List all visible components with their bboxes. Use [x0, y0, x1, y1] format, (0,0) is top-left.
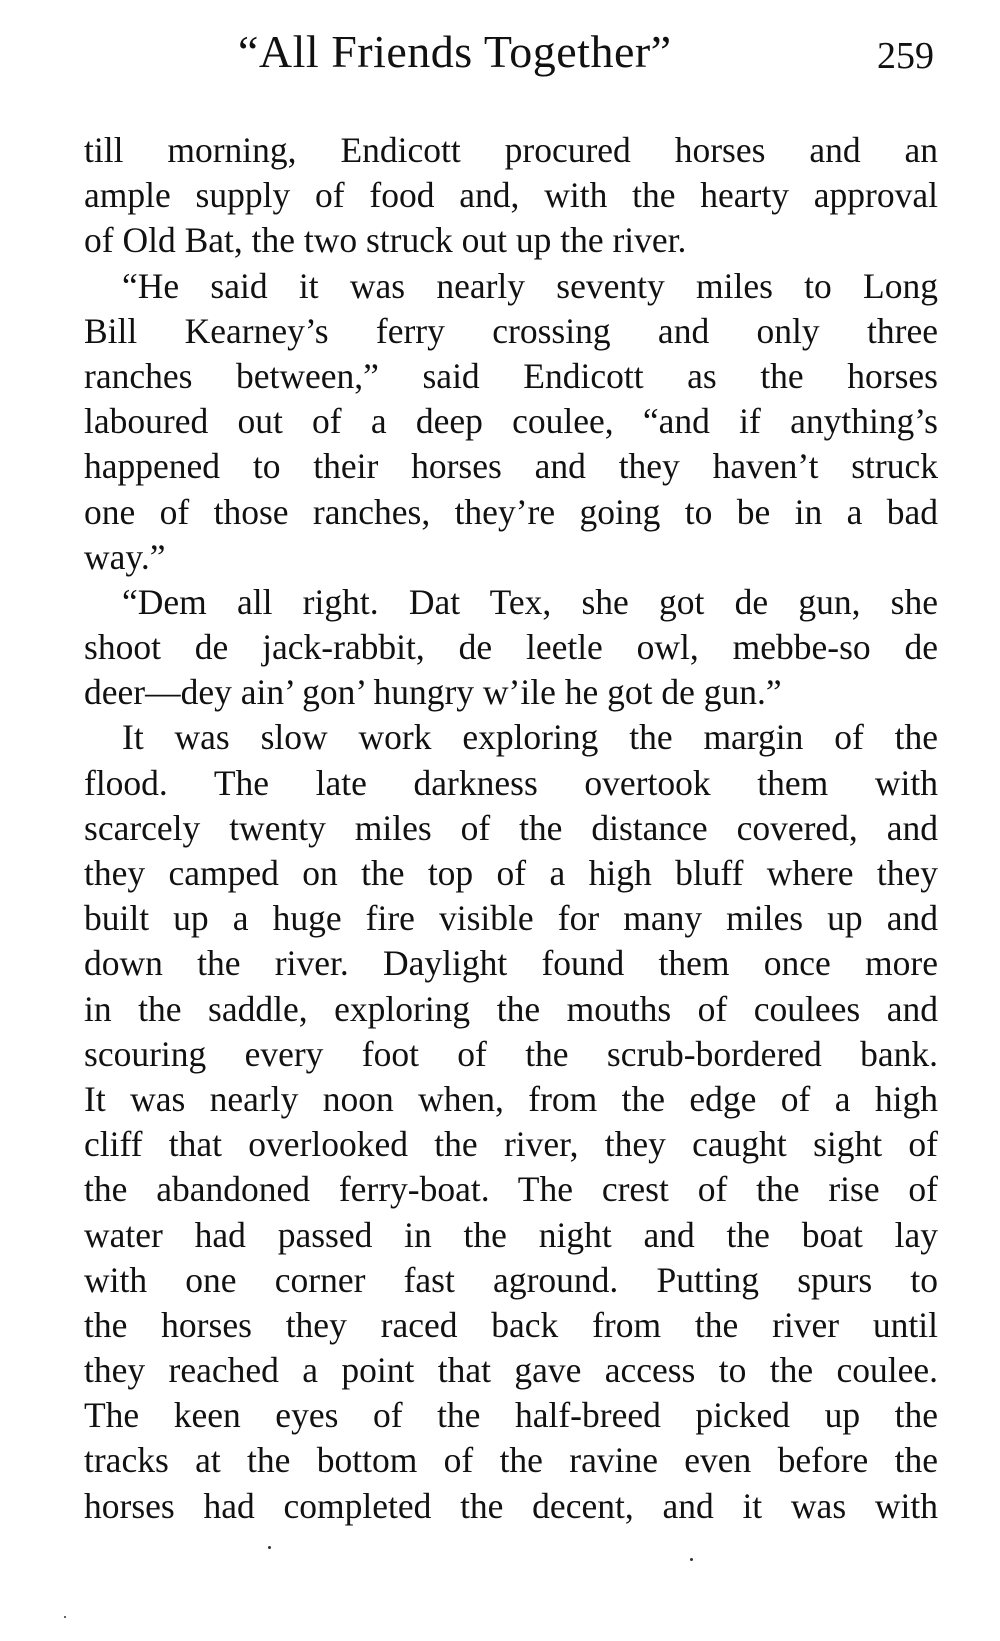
text-line: till morning, Endicott procured horses and an: [84, 130, 938, 170]
text-line: way.”: [84, 536, 166, 577]
text-line: “Dem all right. Dat Tex, she got de gun, she: [122, 581, 938, 622]
page-number: 259: [877, 35, 934, 77]
text-line: with one corner fast aground. Putting spurs to: [84, 1259, 938, 1300]
text-line: built up a huge fire visible for many miles up and: [84, 898, 938, 939]
text-line: It was nearly noon when, from the edge of a high: [84, 1078, 938, 1119]
text-line: the horses they raced back from the river until: [84, 1304, 938, 1345]
text-line: cliff that overlooked the river, they caught sight of: [84, 1124, 938, 1165]
print-speck: [64, 1616, 66, 1618]
body-text: [84, 128, 938, 1529]
text-line: flood. The late darkness overtook them with: [84, 762, 938, 803]
text-line: happened to their horses and they haven’t struck: [84, 446, 938, 487]
text-line: they reached a point that gave access to the coulee.: [84, 1350, 938, 1391]
text-line: in the saddle, exploring the mouths of coulees and: [84, 988, 938, 1029]
text-line: deer—dey ain’ gon’ hungry w’ile he got de gun.”: [84, 672, 782, 713]
text-line: “He said it was nearly seventy miles to Long: [122, 265, 938, 306]
text-line: scouring every foot of the scrub-bordered bank.: [84, 1033, 938, 1074]
print-speck: [268, 1546, 271, 1549]
text-line: Bill Kearney’s ferry crossing and only three: [84, 310, 938, 351]
text-line: they camped on the top of a high bluff where they: [84, 853, 938, 893]
text-line: tracks at the bottom of the ravine even before the: [84, 1440, 938, 1481]
text-line: The keen eyes of the half-breed picked up the: [84, 1395, 938, 1436]
text-line: scarcely twenty miles of the distance covered, and: [84, 807, 938, 848]
text-line: laboured out of a deep coulee, “and if anything’s: [84, 401, 938, 442]
text-line: water had passed in the night and the boat lay: [84, 1214, 938, 1255]
text-line: horses had completed the decent, and it was with: [84, 1485, 938, 1526]
text-line: ample supply of food and, with the hearty approval: [84, 175, 938, 216]
chapter-title: “All Friends Together”: [238, 26, 672, 77]
text-line: one of those ranches, they’re going to be in a bad: [84, 491, 938, 532]
text-line: of Old Bat, the two struck out up the river.: [84, 220, 687, 261]
print-speck: [690, 1558, 693, 1561]
running-head: [0, 22, 1000, 82]
text-line: ranches between,” said Endicott as the horses: [84, 355, 938, 396]
text-line: shoot de jack-rabbit, de leetle owl, mebbe-so de: [84, 627, 938, 668]
text-line: down the river. Daylight found them once more: [84, 943, 938, 984]
text-line: the abandoned ferry-boat. The crest of the rise of: [84, 1169, 938, 1210]
text-line: It was slow work exploring the margin of the: [122, 717, 938, 758]
